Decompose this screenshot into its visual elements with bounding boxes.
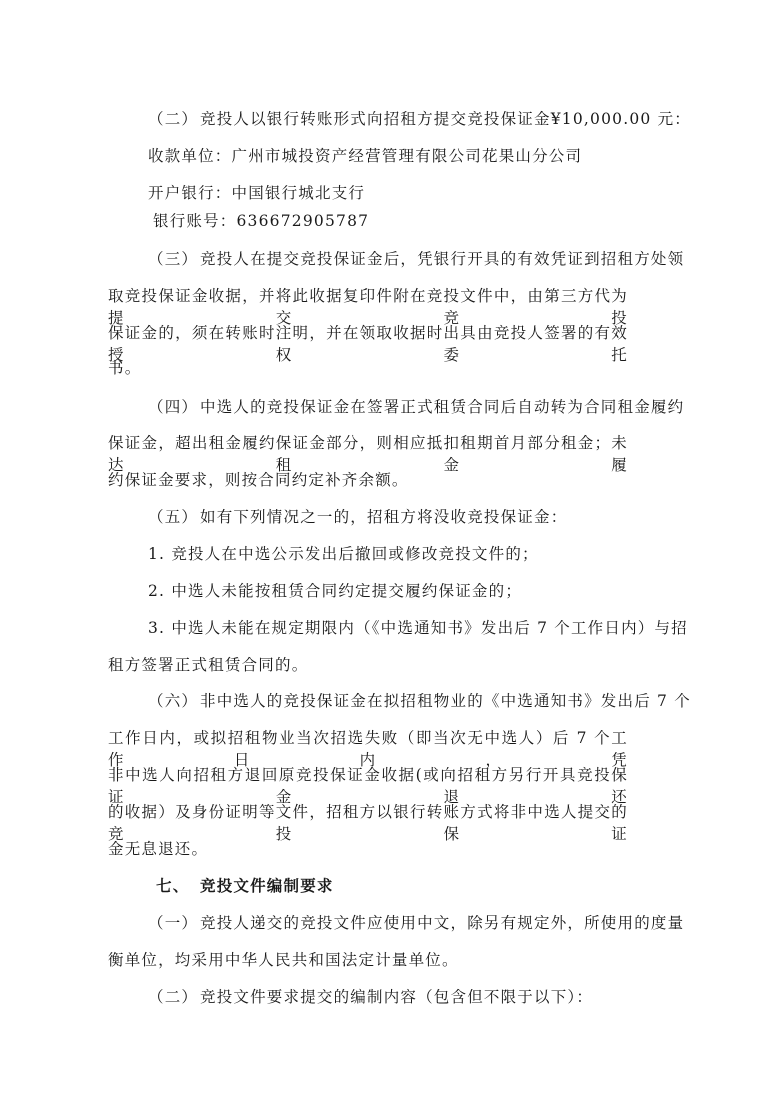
item-label: （二） [148, 110, 199, 128]
paragraph-7-2-line-1 [148, 986, 593, 1008]
paragraph-7-1-line-2: 衡单位，均采用中华人民共和国法定计量单位。 [108, 951, 459, 969]
item-label: （一） [148, 914, 199, 932]
line-text: 竞投人递交的竞投文件应使用中文，除另有规定外，所使用的度量 [200, 914, 685, 932]
item-label: （三） [148, 250, 199, 268]
list-item-3-line-1: 3. 中选人未能在规定期限内（《中选通知书》发出后 7 个工作日内）与招 [148, 619, 688, 637]
bank-line: 开户银行：中国银行城北支行 [148, 184, 366, 202]
paragraph-6-line-3: 非中选人向招租方退回原竞投保证金收据(或向招租方另行开具竞投保证金退还 [108, 766, 628, 806]
paragraph-3-line-4: 书。 [108, 359, 142, 377]
paragraph-2-line-1 [148, 108, 691, 130]
line-text: 非中选人的竞投保证金在拟招租物业的《中选通知书》发出后 7 个 [200, 692, 691, 710]
account-line: 银行账号：636672905787 [153, 212, 370, 230]
paragraph-4-line-1 [148, 396, 684, 418]
section-7-heading [156, 875, 334, 897]
paragraph-3-line-3: 保证金的，须在转账时注明，并在领取收据时出具由竞投人签署的有效授权委托 [108, 324, 628, 364]
paragraph-3-line-2: 取竞投保证金收据，并将此收据复印件附在竞投文件中，由第三方代为提交竞投 [108, 287, 628, 327]
paragraph-6-line-4: 的收据）及身份证明等文件，招租方以银行转账方式将非中选人提交的竞投保证 [108, 803, 628, 843]
paragraph-6-line-2: 工作日内，或拟招租物业当次招选失败（即当次无中选人）后 7 个工作日内，凭 [108, 729, 628, 769]
list-item-3-line-2: 租方签署正式租赁合同的。 [108, 656, 309, 674]
item-label: （二） [148, 988, 199, 1006]
paragraph-4-line-3: 约保证金要求，则按合同约定补齐余额。 [108, 471, 409, 489]
line-text: 中选人的竞投保证金在签署正式租赁合同后自动转为合同租金履约 [200, 398, 685, 416]
paragraph-6-line-1 [148, 690, 691, 712]
line-text: 竞投人在提交竞投保证金后，凭银行开具的有效凭证到招租方处领 [200, 250, 685, 268]
line-text: 如有下列情况之一的，招租方将没收竞投保证金： [200, 508, 568, 526]
paragraph-3-line-1 [148, 248, 684, 270]
paragraph-4-line-2: 保证金，超出租金履约保证金部分，则相应抵扣租期首月部分租金；未达租金履 [108, 434, 628, 474]
line-text: 竞投人以银行转账形式向招租方提交竞投保证金¥10,000.00 元： [200, 110, 691, 128]
line-text: 竞投文件要求提交的编制内容（包含但不限于以下）： [200, 988, 594, 1006]
section-title: 竞投文件编制要求 [200, 877, 334, 895]
paragraph-7-1-line-1 [148, 912, 684, 934]
list-item-1: 1. 竞投人在中选公示发出后撤回或修改竞投文件的； [148, 545, 539, 563]
section-number: 七、 [156, 877, 190, 895]
list-item-2: 2. 中选人未能按租赁合同约定提交履约保证金的； [148, 582, 523, 600]
paragraph-5-line-1 [148, 506, 567, 528]
paragraph-6-line-5: 金无息退还。 [108, 840, 209, 858]
item-label: （四） [148, 398, 199, 416]
item-label: （五） [148, 508, 199, 526]
payee-line: 收款单位：广州市城投资产经营管理有限公司花果山分公司 [148, 147, 583, 165]
item-label: （六） [148, 692, 199, 710]
